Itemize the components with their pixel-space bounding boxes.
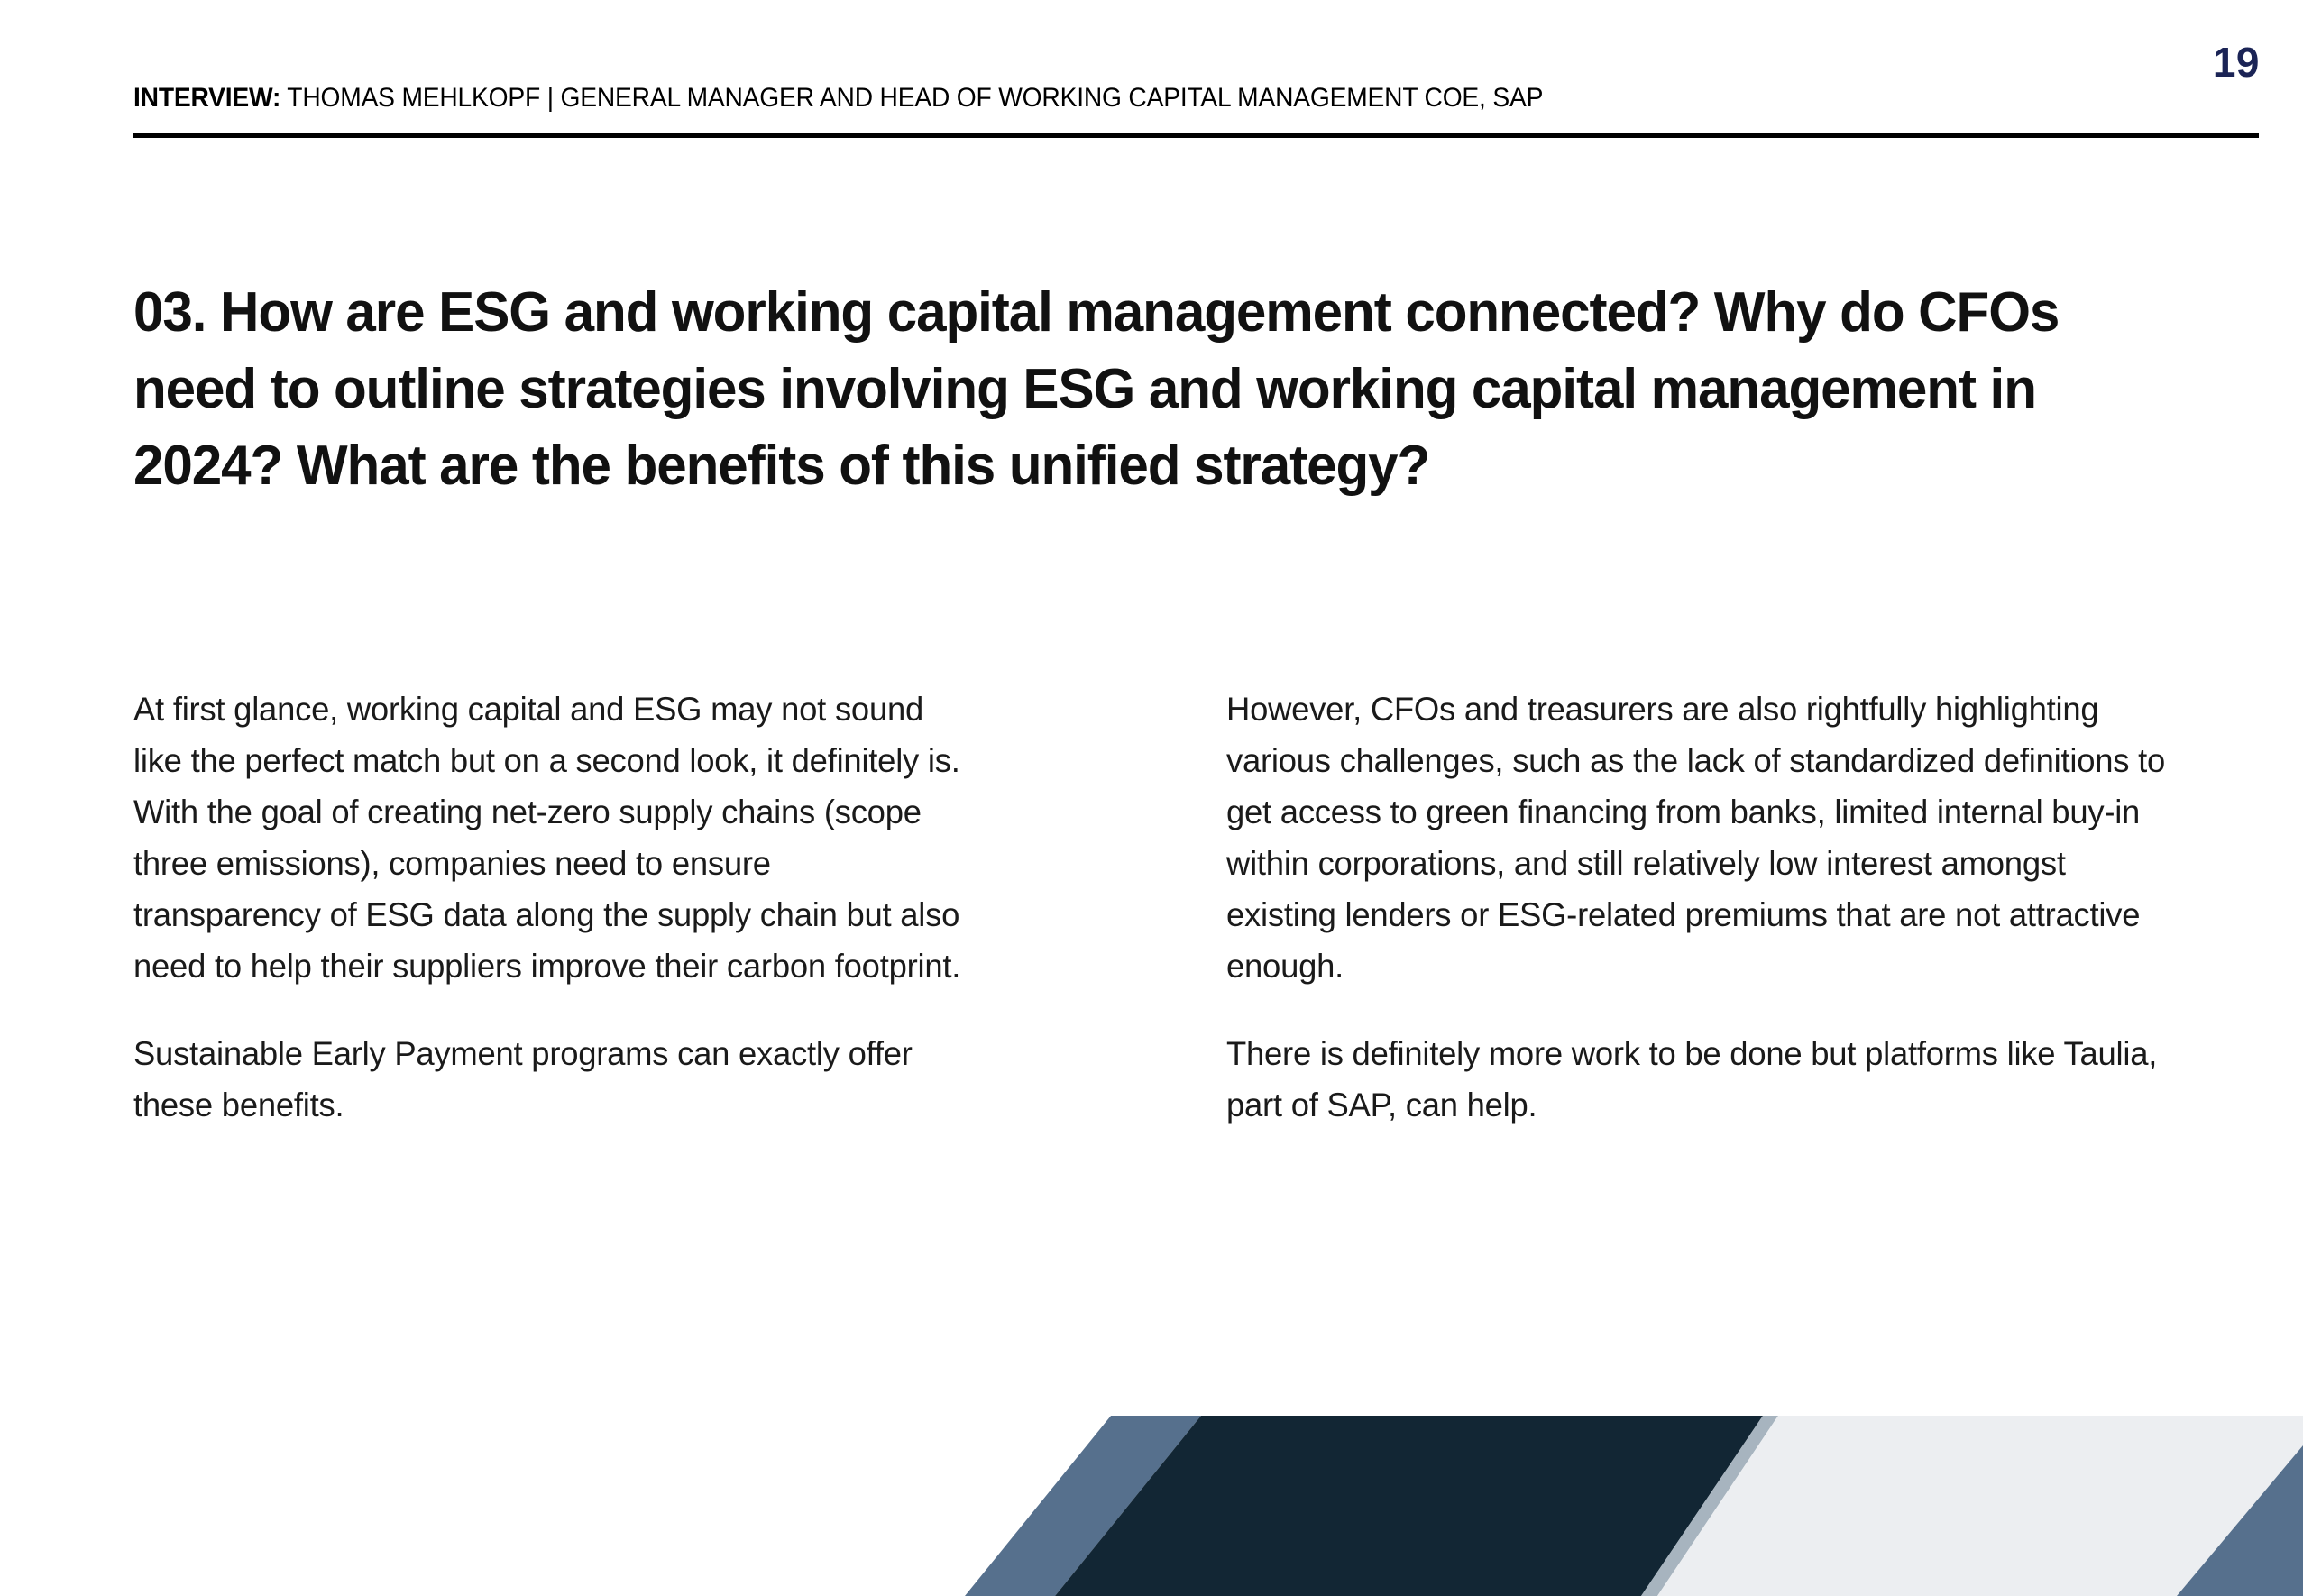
paragraph: At first glance, working capital and ESG may not sound like the perfect match but on a second look, it definitely is. With the goal of creating net-zero supply chains (scope three emissions), companies need to ensure transparency of ESG data along the supply chain but also need to help their suppliers improve their carbon footprint. (133, 691, 961, 985)
body-column-right (1226, 683, 2187, 1131)
bottom-decorative-bands (0, 1416, 2303, 1596)
paragraph: Sustainable Early Payment programs can exactly offer these benefits. (133, 1035, 913, 1124)
page-number: 19 (2212, 39, 2260, 86)
paragraph: However, CFOs and treasurers are also rightfully highlighting various challenges, such as the lack of standardized definitions to get access to green financing from banks, limited internal buy-in within corporations, and still relatively low interest amongst existing lenders or ESG-related premiums that are not attractive enough. (1226, 691, 2166, 985)
body-column-left (133, 683, 977, 1131)
question-heading: 03. How are ESG and working capital management connected? Why do CFOs need to outline strategies involving ESG and working capital management in 2024? What are the benefits of this unified strategy? (133, 280, 2060, 497)
interview-subject: THOMAS MEHLKOPF | GENERAL MANAGER AND HEAD OF WORKING CAPITAL MANAGEMENT COE, SAP (280, 83, 1544, 113)
document-header (133, 83, 2262, 137)
interview-label: INTERVIEW: (133, 83, 281, 113)
interview-byline (133, 83, 1543, 114)
decorative-parallelograms (0, 1416, 2303, 1596)
header-divider-rule (133, 133, 2259, 138)
paragraph: There is definitely more work to be done but platforms like Taulia, part of SAP, can help. (1226, 1035, 2158, 1124)
